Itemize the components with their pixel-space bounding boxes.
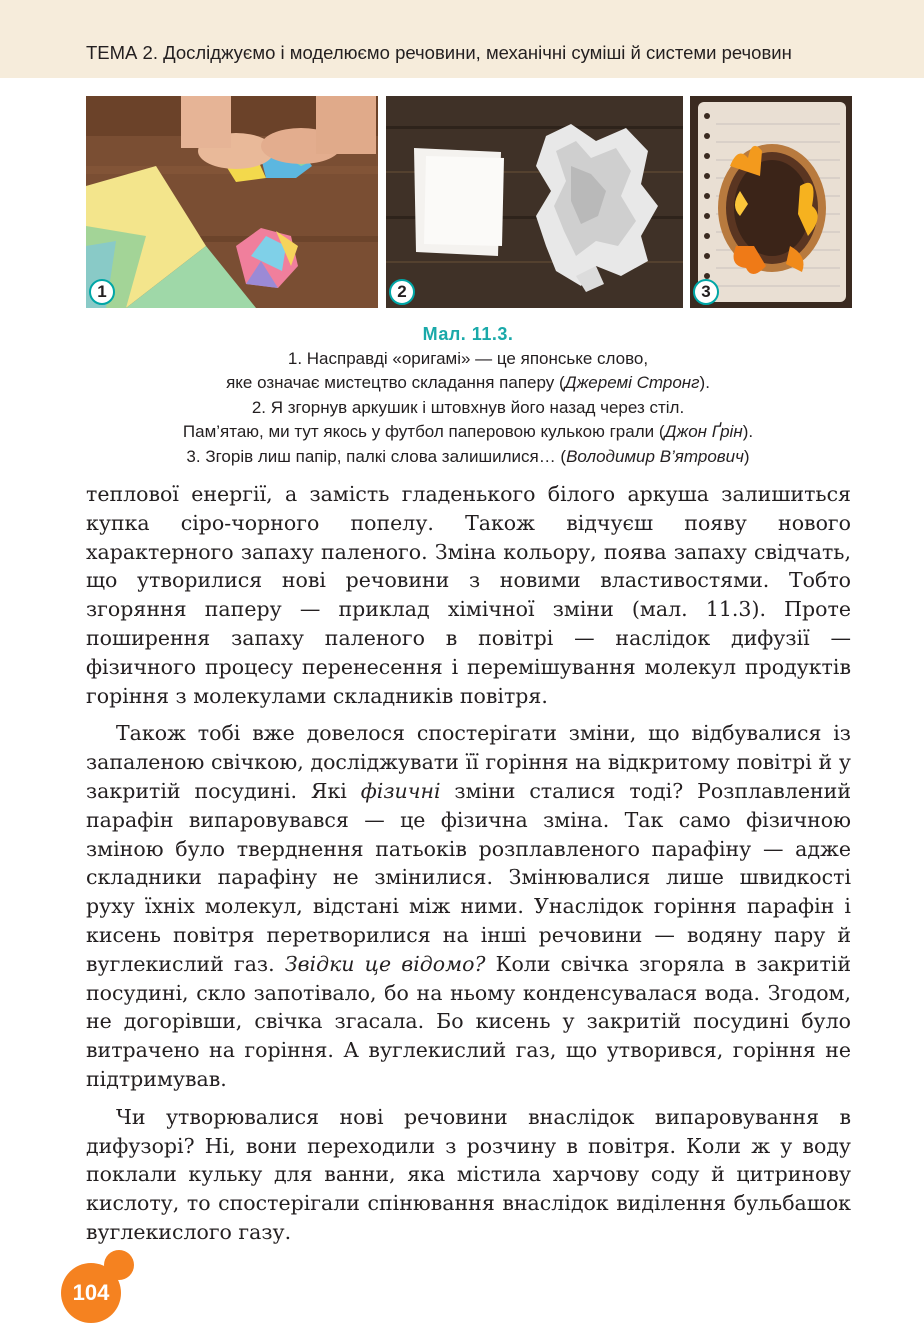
- burning-paper-photo-icon: [690, 96, 852, 308]
- figure-1-badge: 1: [89, 279, 115, 305]
- figure-2-badge: 2: [389, 279, 415, 305]
- caption-author: Джеремі Стронг: [564, 373, 700, 392]
- paragraph-2: [86, 719, 851, 1093]
- paragraph-3: Чи утворювалися нові речовини внаслідок випаровування в дифузорі? Ні, вони переходили з розчину в повітря. Коли ж у воду поклали кульку для ванни, яка містила харчову соду й цитринову кислоту, то спостерігали спінювання внаслідок виділення бульбашок вуглекислого газу.: [86, 1104, 851, 1244]
- caption-line: 2. Я згорнув аркушик і штовхнув його назад через стіл.: [251, 397, 685, 417]
- caption-title: Мал. 11.3.: [422, 324, 514, 344]
- crumpled-paper-photo-icon: [386, 96, 683, 308]
- paragraph-text: зміни сталися тоді? Розплавлений парафін випаровувався — це фізична зміна. Так само фізичною зміною було тверднення патьоків розплавленого парафіну — адже складники парафіну не змінилися. Змінювалися лише швидкості руху їхніх молекул, відстані між ними. Унаслідок горіння парафін і кисень повітря перетворилися на інші речовини — водяну пару й вуглекислий газ.: [86, 778, 851, 976]
- caption-text: ): [743, 446, 750, 466]
- figure-1-origami: [86, 96, 378, 308]
- emphasis-question: Звідки це відомо?: [284, 951, 486, 976]
- paragraph-text: Коли свічка згоряла в закритій посудині, скло запотівало, бо на ньому конденсувалася вода. Згодом, не догорівши, свічка згасала. Бо кисень у закритій посудині було витрачено на горіння. А вуглекислий газ, що утворився, горіння не підтримував.: [86, 951, 852, 1091]
- caption-line: 1. Насправді «оригамі» — це японське слово,: [287, 348, 649, 368]
- caption-text: Пам’ятаю, ми тут якось у футбол паперовою кулькою грали (: [182, 422, 665, 441]
- header-title: ТЕМА 2. Досліджуємо і моделюємо речовини, механічні суміші й системи речовин: [86, 42, 792, 63]
- figure-3-burning: [690, 96, 852, 308]
- caption-author: Джон Ґрін: [664, 422, 743, 441]
- caption-text: яке означає мистецтво складання паперу (: [226, 373, 565, 392]
- figure-3-badge: 3: [693, 279, 719, 305]
- figure-2-paper: [386, 96, 683, 308]
- emphasis-text: фізичні: [360, 778, 441, 803]
- caption-text: 3. Згорів лиш папір, палкі слова залишилися… (: [186, 446, 567, 466]
- main-text: [86, 480, 851, 1247]
- caption-text: ).: [742, 422, 754, 441]
- page-number: 104: [72, 1280, 110, 1305]
- paragraph-text: Також тобі вже довелося спостерігати зміни, що відбувалися із запаленою свічкою, досліджувати її горіння на відкритому повітрі й у закритій посудині. Які: [86, 721, 851, 803]
- figure-caption: [86, 322, 850, 469]
- caption-author: Володимир В’ятрович: [566, 446, 744, 466]
- page-header: [0, 0, 924, 78]
- caption-text: ).: [699, 373, 710, 392]
- caption-line: [86, 445, 850, 470]
- paragraph-1: теплової енергії, а замість гладенького білого аркуша залишиться купка сіро-чорного попелу. Також відчуєш появу нового характерного запаху паленого. Зміна кольору, поява запаху свідчать, що утворилися нові речовини з новими властивостями. Тобто згоряння паперу — приклад хімічної зміни (мал. 11.3). Проте поширення запаху паленого в повітрі — наслідок дифузії — фізичного процесу перенесення і перемішування молекул продуктів горіння з молекулами складників повітря.: [86, 482, 851, 708]
- caption-line: [86, 371, 850, 396]
- origami-photo-icon: [86, 96, 378, 308]
- caption-line: [86, 420, 850, 445]
